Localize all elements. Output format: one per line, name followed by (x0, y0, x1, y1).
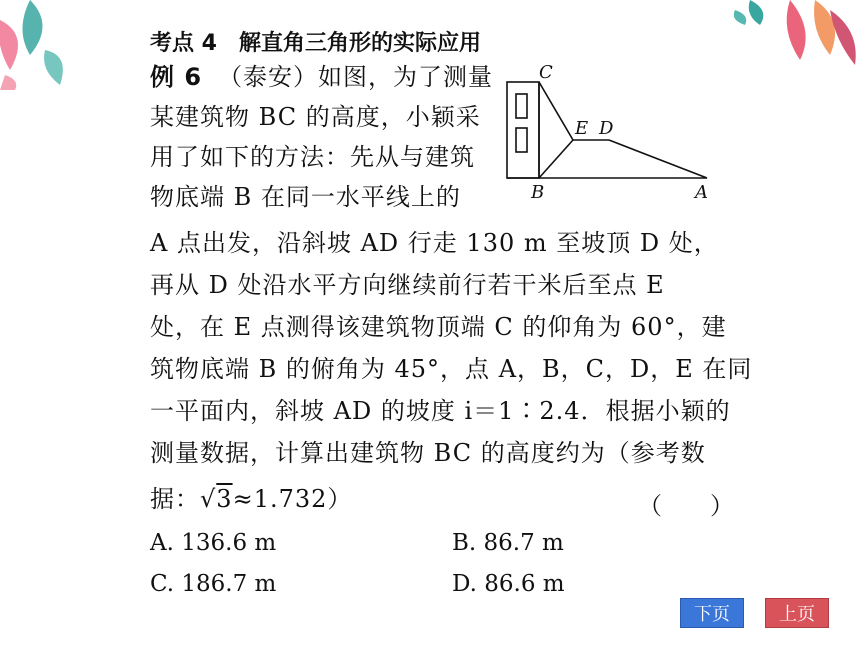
heading-number: 考点 4 (150, 31, 217, 56)
building-window-lower (516, 128, 527, 152)
geometry-figure (495, 60, 720, 205)
label-B: B (531, 182, 545, 203)
line-DA (609, 140, 707, 178)
sqrt-radicand: 3 (216, 485, 233, 513)
option-c (150, 571, 276, 597)
label-E: E (575, 118, 589, 139)
building-window-upper (516, 94, 527, 118)
problem-line-8: 筑物底端 B 的俯角为 45°，点 A，B，C，D，E 在同 (150, 355, 753, 383)
last-line-suffix: ≈1.732） (232, 485, 353, 513)
last-line-prefix: 据： (150, 485, 200, 513)
problem-line-9: 一平面内，斜坡 AD 的坡度 i＝1∶2.4．根据小颖的 (150, 397, 731, 425)
option-a-label: A. (150, 530, 174, 556)
line-EC (539, 82, 573, 140)
problem-line-10: 测量数据，计算出建筑物 BC 的高度约为（参考数 (150, 439, 706, 467)
option-d (452, 571, 565, 597)
leaf-decoration-right (730, 0, 860, 70)
option-c-label: C. (150, 571, 175, 597)
building-rect (507, 82, 539, 178)
problem-line-5: A 点出发，沿斜坡 AD 行走 130 m 至坡顶 D 处， (150, 229, 719, 257)
problem-line-3: 用了如下的方法：先从与建筑 (150, 143, 475, 171)
label-C: C (539, 62, 553, 83)
option-d-label: D. (452, 571, 477, 597)
next-page-button[interactable]: 下页 (680, 598, 744, 628)
section-heading (150, 26, 481, 57)
problem-line-1 (150, 62, 493, 92)
problem-line-11: 据：√3≈1.732） (150, 485, 353, 513)
option-a-text: 136.6 m (181, 530, 277, 556)
option-d-text: 86.6 m (484, 571, 565, 597)
option-b (452, 530, 564, 556)
option-c-text: 186.7 m (181, 571, 277, 597)
option-b-text: 86.7 m (483, 530, 564, 556)
option-b-label: B. (452, 530, 477, 556)
answer-blank: （ ） (638, 492, 734, 520)
line-EB (539, 140, 573, 178)
problem-line-2: 某建筑物 BC 的高度，小颖采 (150, 103, 481, 131)
option-a (150, 530, 276, 556)
previous-page-button[interactable]: 上页 (765, 598, 829, 628)
label-D: D (599, 118, 614, 139)
problem-line-6: 再从 D 处沿水平方向继续前行若干米后至点 E (150, 271, 665, 299)
label-A: A (695, 182, 708, 203)
problem-text-1: （泰安）如图，为了测量 (218, 63, 494, 91)
problem-line-4: 物底端 B 在同一水平线上的 (150, 183, 461, 211)
problem-line-7: 处，在 E 点测得该建筑物顶端 C 的仰角为 60°，建 (150, 313, 727, 341)
heading-title: 解直角三角形的实际应用 (238, 31, 481, 56)
example-label: 例 6 (150, 63, 203, 91)
leaf-decoration-left (0, 0, 80, 90)
